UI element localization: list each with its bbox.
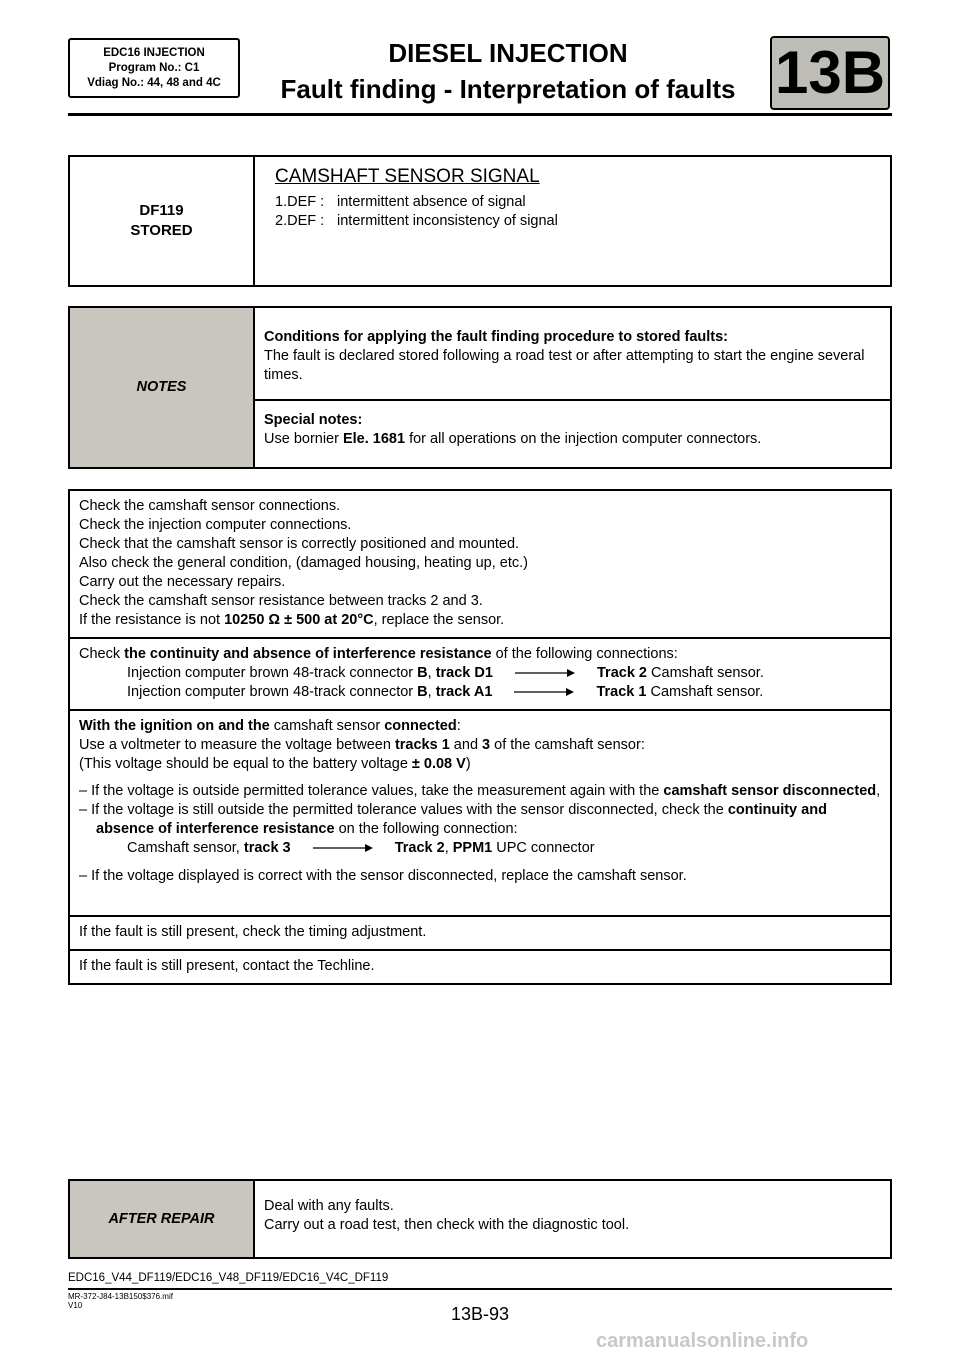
s3-conn-dest: UPC connector [492, 840, 595, 856]
special-post: for all operations on the injection computer connectors. [405, 431, 762, 447]
conn1-sep: , [427, 665, 436, 681]
footer-version: V10 [68, 1301, 83, 1310]
program-info-line2: Program No.: C1 [108, 62, 200, 74]
s3-l2-mid: and [449, 737, 483, 753]
watermark: carmanualsonline.info [596, 1330, 809, 1352]
step1-line: Carry out the necessary repairs. [79, 574, 286, 590]
fault-id-cell [69, 156, 254, 286]
s3-conn-sep: , [444, 840, 453, 856]
special-text [264, 430, 881, 449]
s3-l1-bold2: connected [384, 718, 457, 734]
res-post: , replace the sensor. [373, 612, 505, 628]
conn1-b: B [417, 665, 428, 681]
step-2 [69, 638, 891, 710]
step-5: If the fault is still present, contact the Techline. [69, 950, 891, 984]
step1-line: Also check the general condition, (damaged housing, heating up, etc.) [79, 555, 528, 571]
page-subtitle: Fault finding - Interpretation of faults [280, 74, 736, 104]
conditions-title: Conditions for applying the fault finding procedure to stored faults: [264, 329, 728, 345]
def2-code: 2.DEF : [275, 213, 325, 229]
conn2-sep: , [427, 684, 436, 700]
after-repair-box [68, 1179, 892, 1259]
procedure-box [68, 489, 892, 985]
footer-file: MR-372-J84-13B150$376.mif [68, 1292, 173, 1301]
conn2-b: B [417, 684, 428, 700]
fault-code: DF119 [139, 202, 184, 219]
s3-l2-post: of the camshaft sensor: [490, 737, 645, 753]
notes-box [68, 306, 892, 469]
s2-post: of the following connections: [491, 646, 678, 662]
after-repair-line1: Deal with any faults. [264, 1198, 394, 1214]
arrow-icon [515, 668, 575, 678]
header-divider [68, 113, 892, 116]
res-pre: If the resistance is not [79, 612, 225, 628]
s3-conn-track: track 3 [243, 840, 291, 856]
after-repair-line2: Carry out a road test, then check with the diagnostic tool. [264, 1217, 630, 1233]
s3-dash-3: – If the voltage displayed is correct with the sensor disconnected, replace the camshaft sensor. [79, 868, 687, 884]
def1-text: intermittent absence of signal [337, 194, 526, 210]
conn2-dest: Camshaft sensor. [646, 684, 764, 700]
res-value: 10250 Ω ± 500 at 20°C [224, 612, 374, 628]
s3-l2-pre: Use a voltmeter to measure the voltage between [79, 737, 395, 753]
s3-l1-end: : [456, 718, 461, 734]
s3-d1-pre: – If the voltage is outside permitted tolerance values, take the measurement again with the [79, 783, 664, 799]
fault-def2 [275, 212, 870, 231]
program-info-box [68, 38, 240, 98]
connection-row-2 [79, 683, 881, 702]
after-repair-label: AFTER REPAIR [69, 1180, 254, 1258]
program-info-line1: EDC16 INJECTION [103, 47, 205, 59]
fault-def1 [275, 193, 870, 212]
conn2-dest-track: Track 1 [596, 684, 647, 700]
s3-conn-ppm1: PPM1 [452, 840, 493, 856]
notes-conditions [254, 307, 891, 400]
s3-l3-pre: (This voltage should be equal to the battery voltage [79, 756, 412, 772]
notes-label: NOTES [69, 307, 254, 468]
special-pre: Use bornier [264, 431, 343, 447]
s3-line3 [79, 755, 881, 774]
notes-special [254, 400, 891, 468]
s2-bold: the continuity and absence of interference resistance [124, 646, 492, 662]
step-4: If the fault is still present, check the timing adjustment. [69, 916, 891, 950]
s3-conn-dest-track: Track 2 [394, 840, 445, 856]
step1-line: Check the camshaft sensor resistance between tracks 2 and 3. [79, 593, 483, 609]
footer-file-info [68, 1292, 173, 1310]
step1-line: Check that the camshaft sensor is correctly positioned and mounted. [79, 536, 520, 552]
def2-text: intermittent inconsistency of signal [337, 213, 558, 229]
special-title: Special notes: [264, 412, 363, 428]
conditions-text: The fault is declared stored following a road test or after attempting to start the engine several times. [264, 348, 865, 383]
step1-line: Check the camshaft sensor connections. [79, 498, 341, 514]
s3-l3-bold: ± 0.08 V [411, 756, 466, 772]
program-info-line3: Vdiag No.: 44, 48 and 4C [87, 77, 221, 89]
footer-reference: EDC16_V44_DF119/EDC16_V48_DF119/EDC16_V4C_DF119 [68, 1272, 389, 1284]
arrow-icon [514, 687, 574, 697]
conn1-dest-track: Track 2 [597, 665, 647, 681]
connection-row-1 [79, 664, 881, 683]
s3-d1-bold: camshaft sensor disconnected [663, 783, 877, 799]
s3-dash-2 [79, 801, 881, 839]
s3-d2-post: on the following connection: [334, 821, 518, 837]
page-title: DIESEL INJECTION [388, 38, 628, 68]
after-repair-text [254, 1180, 891, 1258]
fault-box [68, 155, 892, 287]
s3-l2-b1: tracks 1 [394, 737, 450, 753]
s3-line1 [79, 717, 881, 736]
s3-l1-bold: With the ignition on and the [79, 718, 270, 734]
s3-l2-b2: 3 [482, 737, 491, 753]
step-3 [69, 710, 891, 916]
s3-l3-post: ) [465, 756, 471, 772]
s3-connection [79, 839, 881, 858]
step1-line: Check the injection computer connections. [79, 517, 352, 533]
arrow-icon [313, 843, 373, 853]
s2-pre: Check [79, 646, 125, 662]
s3-d2-bold: continuity and absence of interference resistance [96, 802, 827, 837]
conn2-text: Injection computer brown 48-track connector [127, 684, 418, 700]
conn2-track: track A1 [435, 684, 493, 700]
fault-title: CAMSHAFT SENSOR SIGNAL [275, 166, 540, 187]
step1-resistance [79, 611, 881, 630]
step2-intro [79, 645, 881, 664]
special-bornier: Ele. 1681 [342, 431, 406, 447]
s3-d1-post: , [876, 783, 881, 799]
def1-code: 1.DEF : [275, 194, 325, 210]
s3-d2-pre: – If the voltage is still outside the permitted tolerance values with the sensor disconnected, check the [79, 802, 728, 818]
chapter-badge: 13B [770, 36, 890, 110]
footer-divider [68, 1288, 892, 1290]
s3-dash-1 [79, 782, 881, 801]
conn1-dest: Camshaft sensor. [647, 665, 764, 681]
conn1-track: track D1 [435, 665, 493, 681]
s3-line2 [79, 736, 881, 755]
s3-conn-pre: Camshaft sensor, [127, 840, 244, 856]
page-number: 13B-93 [450, 1304, 510, 1324]
fault-description-cell [254, 156, 891, 286]
conn1-text: Injection computer brown 48-track connector [127, 665, 418, 681]
step-1 [69, 490, 891, 638]
s3-l1-mid: camshaft sensor [269, 718, 385, 734]
fault-status: STORED [130, 222, 193, 239]
